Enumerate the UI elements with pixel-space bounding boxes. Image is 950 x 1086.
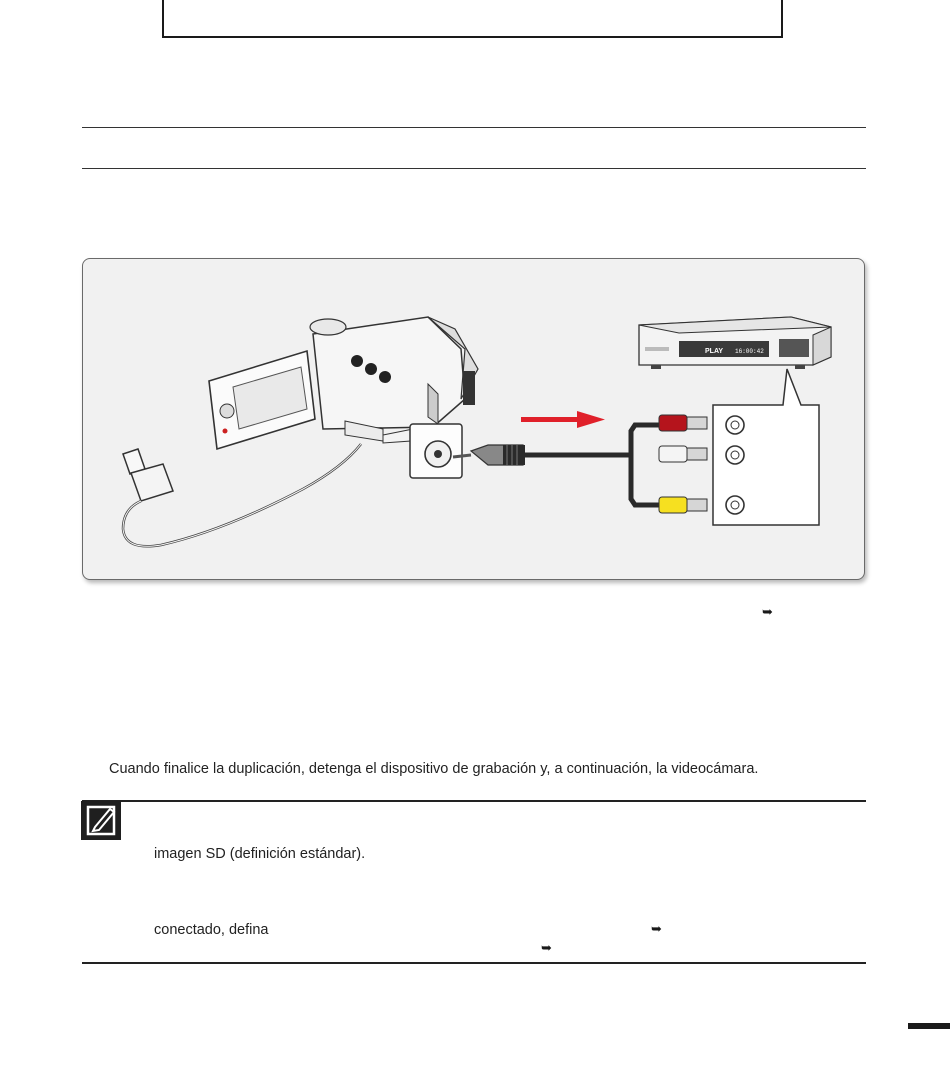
rca-plug-yellow xyxy=(659,497,707,513)
page-edge-tab xyxy=(908,1023,950,1029)
rca-plug-white xyxy=(659,446,707,462)
recorder-input-callout xyxy=(713,369,819,525)
connection-diagram xyxy=(83,259,866,581)
title-rule-top xyxy=(82,127,866,128)
menu-path-arrow: ➥ xyxy=(541,940,552,955)
menu-path-arrow: ➥ xyxy=(651,921,662,936)
recorder-play-label: PLAY xyxy=(705,348,724,355)
note-line: imagen SD (definición estándar). xyxy=(154,846,366,862)
header-box xyxy=(162,0,783,38)
ac-adapter xyxy=(123,444,361,546)
note-rule-bottom xyxy=(82,962,866,964)
recorder-time-label: 16:00:42 xyxy=(735,348,764,355)
direction-arrow xyxy=(521,411,605,428)
rca-plug-red xyxy=(659,415,707,431)
title-rule-bottom xyxy=(82,168,866,169)
connection-figure xyxy=(82,258,865,580)
note-pencil-icon xyxy=(81,801,121,840)
av-cable xyxy=(471,425,661,505)
note-line: conectado, defina xyxy=(154,922,269,938)
recording-device xyxy=(639,317,831,369)
av-jack-callout xyxy=(345,421,471,478)
note-rule-top xyxy=(82,800,866,802)
menu-path-arrow: ➥ xyxy=(762,604,773,619)
instruction-text: Cuando finalice la duplicación, detenga el dispositivo de grabación y, a continuación, la videocámara. xyxy=(109,761,759,777)
